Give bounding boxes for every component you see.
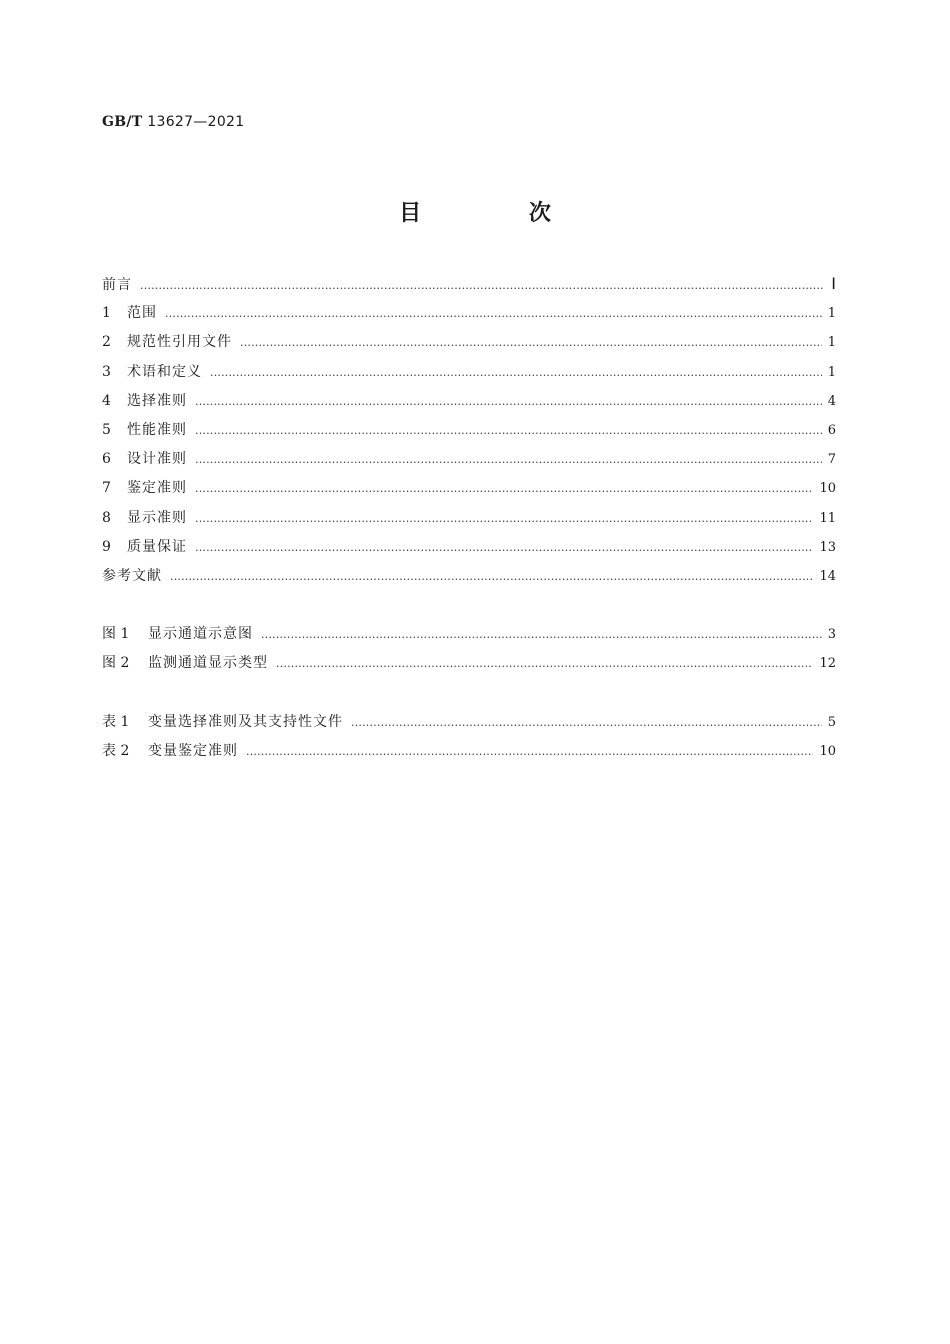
toc-entry-4[interactable] [102,387,836,416]
dot-leader [195,416,822,445]
toc-figure-1[interactable] [102,620,836,649]
toc-entry-label: 鉴定准则 [127,480,187,497]
dot-leader [165,299,822,328]
toc-entry-page: 1 [827,306,836,322]
toc-entry-page: 10 [819,481,836,497]
toc-entry-label: 选择准则 [127,392,187,409]
toc-entry-label: 术语和定义 [127,363,202,380]
toc-table-1[interactable] [102,708,836,737]
toc-entry-7[interactable] [102,474,836,503]
toc-entry-page: Ⅰ [831,276,836,293]
toc-entry-page: 5 [827,715,836,730]
toc-entry-page: 3 [827,627,836,642]
toc-entry-number: 3 [102,363,111,380]
toc-entry-page: 10 [819,744,836,760]
toc-entry-label: 设计准则 [127,451,187,468]
toc-entry-number: 1 [102,305,111,322]
toc-entry-label: 显示通道示意图 [148,626,253,642]
toc-entry-number: 2 [102,334,111,351]
toc-entry-foreword[interactable] [102,270,836,299]
dot-leader [351,708,822,737]
dot-leader [195,474,813,503]
dot-leader [210,358,822,387]
toc-entry-label: 性能准则 [127,421,187,438]
toc-entry-page: 12 [819,656,836,672]
toc-entry-number: 6 [102,451,111,468]
toc-entry-page: 4 [827,393,836,409]
toc-entry-9[interactable] [102,533,836,562]
toc-figures [102,620,836,678]
dot-leader [140,271,825,300]
standard-number: 13627—2021 [147,114,245,130]
toc-entry-page: 7 [827,452,836,468]
toc-entry-label: 质量保证 [127,538,187,555]
toc-entry-8[interactable] [102,504,836,533]
toc-entry-page: 1 [827,335,836,351]
dot-leader [195,533,813,562]
toc-entry-2[interactable] [102,328,836,357]
toc-entry-number: 图 2 [102,655,130,672]
toc-entry-label: 监测通道显示类型 [148,655,268,672]
toc-entry-label: 变量选择准则及其支持性文件 [148,714,343,730]
toc-entry-label: 前言 [102,277,132,293]
dot-leader [246,737,813,766]
toc-table-2[interactable] [102,737,836,766]
toc-entry-page: 13 [819,539,836,555]
toc-entry-number: 5 [102,421,111,438]
standard-prefix: GB/T [102,114,143,130]
toc-entry-1[interactable] [102,299,836,328]
toc-entry-page: 1 [827,364,836,380]
toc-entry-number: 4 [102,392,111,409]
dot-leader [195,504,813,533]
toc-entry-number: 9 [102,538,111,555]
dot-leader [276,649,813,678]
toc-entry-5[interactable] [102,416,836,445]
toc-entry-page: 11 [819,510,836,526]
toc-entry-label: 范围 [127,305,157,322]
toc-entry-references[interactable] [102,562,836,591]
toc-entry-label: 参考文献 [102,567,162,584]
toc-entry-3[interactable] [102,358,836,387]
dot-leader [170,562,813,591]
toc-tables [102,708,836,766]
dot-leader [240,328,822,357]
toc-entry-label: 规范性引用文件 [127,334,232,351]
toc-entry-number: 表 2 [102,743,130,760]
toc-title: 目 次 [399,201,601,226]
toc-entry-page: 14 [819,568,836,584]
dot-leader [195,445,822,474]
toc-figure-2[interactable] [102,649,836,678]
toc-entry-number: 表 1 [102,714,130,730]
dot-leader [195,387,822,416]
standard-code [102,114,244,130]
toc-entry-6[interactable] [102,445,836,474]
toc-entry-number: 7 [102,480,111,497]
toc-entry-label: 变量鉴定准则 [148,743,238,760]
toc-entry-number: 图 1 [102,626,130,642]
toc-entry-page: 6 [827,422,836,438]
dot-leader [261,620,822,649]
toc-sections [102,270,836,591]
toc-entry-label: 显示准则 [127,509,187,526]
toc-entry-number: 8 [102,509,111,526]
